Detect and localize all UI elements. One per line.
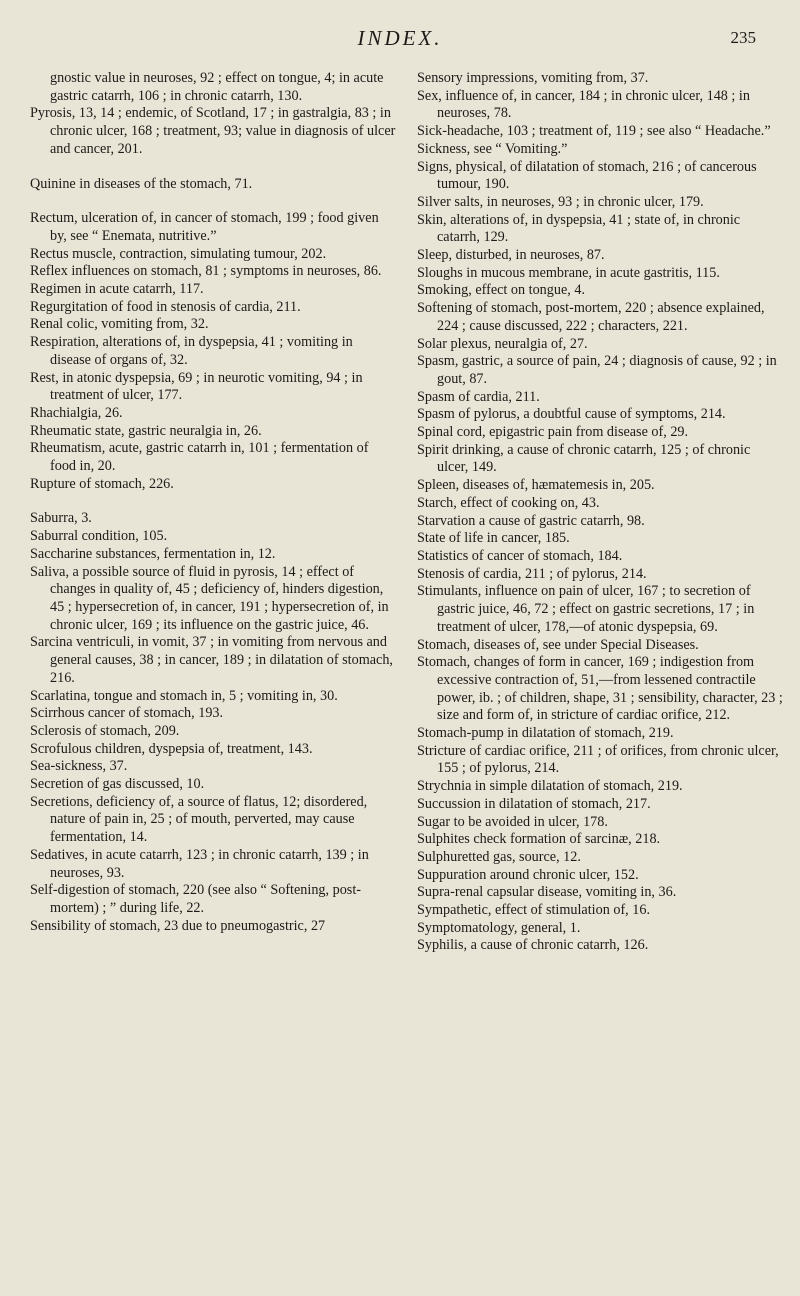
index-entry: Sarcina ventriculi, in vomit, 37 ; in vomiting from nervous and general causes, 38 ; in cancer, 189 ; in dilatation of stomach, 216.: [30, 634, 393, 686]
index-entry: Sedatives, in acute catarrh, 123 ; in chronic catarrh, 139 ; in neuroses, 93.: [30, 846, 369, 881]
index-entry: gnostic value in neuroses, 92 ; effect on tongue, 4; in acute gastric catarrh, 106 ; in chronic catarrh, 130.: [50, 70, 384, 104]
index-entry: Smoking, effect on tongue, 4.: [417, 282, 585, 299]
index-entry: Scrofulous children, dyspepsia of, treatment, 143.: [30, 740, 313, 757]
index-entry: Rectus muscle, contraction, simulating tumour, 202.: [30, 245, 327, 262]
index-entry: Supra-renal capsular disease, vomiting in, 36.: [417, 884, 677, 901]
page-number: 235: [730, 28, 756, 47]
index-entry: Sensory impressions, vomiting from, 37.: [417, 70, 649, 86]
index-entry: Starvation a cause of gastric catarrh, 98.: [417, 512, 645, 529]
index-entry: Skin, alterations of, in dyspepsia, 41 ; state of, in chronic catarrh, 129.: [417, 211, 741, 246]
index-entry: Sea-sickness, 37.: [30, 758, 128, 775]
index-entry: Stenosis of cardia, 211 ; of pylorus, 214.: [417, 565, 647, 582]
index-entry: Statistics of cancer of stomach, 184.: [417, 547, 623, 564]
index-entry: Spasm, gastric, a source of pain, 24 ; diagnosis of cause, 92 ; in gout, 87.: [417, 353, 777, 387]
index-entry: Sleep, disturbed, in neuroses, 87.: [417, 247, 605, 264]
index-entry: Sickness, see “ Vomiting.”: [417, 140, 568, 157]
index-entry: Spasm of cardia, 211.: [417, 388, 540, 405]
index-entry: Spleen, diseases of, hæmatemesis in, 205.: [417, 477, 655, 494]
running-title: INDEX.: [357, 26, 443, 50]
index-entry: Secretions, deficiency of, a source of flatus, 12; disordered, nature of pain in, 25 ; of mouth, perverted, may cause fermentation, 14.: [30, 793, 368, 846]
index-entry: Rhachialgia, 26.: [30, 404, 123, 421]
index-entry: Sugar to be avoided in ulcer, 178.: [417, 813, 608, 830]
index-entry: Sulphuretted gas, source, 12.: [417, 848, 581, 865]
index-entry: Sulphites check formation of sarcinæ, 218.: [417, 831, 661, 848]
index-entry: Regimen in acute catarrh, 117.: [30, 281, 204, 298]
index-entry: Regurgitation of food in stenosis of cardia, 211.: [30, 298, 301, 315]
index-entry: Softening of stomach, post-mortem, 220 ; absence explained, 224 ; cause discussed, 222 ; characters, 221.: [417, 300, 765, 334]
index-entry: Scarlatina, tongue and stomach in, 5 ; vomiting in, 30.: [30, 687, 338, 704]
index-entry: Sick-headache, 103 ; treatment of, 119 ; see also “ Headache.”: [417, 123, 771, 140]
index-entry: Solar plexus, neuralgia of, 27.: [417, 335, 588, 352]
index-entry: Stomach, changes of form in cancer, 169 ; indigestion from excessive contraction of, 51,—from lessened contractile power, ib. ; of children, shape, 31 ; sensibility, character, 23 ; size and form of, in stricture of cardiac orifice, 212.: [417, 654, 783, 724]
index-entry: Sympathetic, effect of stimulation of, 16.: [417, 902, 650, 919]
index-entry: Sloughs in mucous membrane, in acute gastritis, 115.: [417, 264, 720, 281]
index-column-right: [417, 70, 785, 955]
index-entry: Saliva, a possible source of fluid in pyrosis, 14 ; effect of changes in quality of, 45 ; deficiency of, hinders digestion, 45 ; hypersecretion of, in cancer, 191 ; hypersecretion of, in chronic ulcer, 169 ; its influence on the gastric juice, 46.: [30, 563, 389, 633]
index-entry: Saccharine substances, fermentation in, 12.: [30, 545, 276, 562]
index-entry: Sex, influence of, in cancer, 184 ; in chronic ulcer, 148 ; in neuroses, 78.: [417, 87, 750, 122]
index-entry: Spirit drinking, a cause of chronic catarrh, 125 ; of chronic ulcer, 149.: [417, 441, 751, 476]
index-entry: State of life in cancer, 185.: [417, 530, 570, 547]
index-entry: Quinine in diseases of the stomach, 71.: [30, 175, 253, 192]
index-entry: Rheumatic state, gastric neuralgia in, 26.: [30, 422, 262, 439]
index-entry: Silver salts, in neuroses, 93 ; in chronic ulcer, 179.: [417, 193, 704, 210]
index-entry: Saburra, 3.: [30, 510, 92, 527]
index-entry: Renal colic, vomiting from, 32.: [30, 316, 209, 333]
index-column-left: [30, 70, 396, 935]
index-entry: Stricture of cardiac orifice, 211 ; of orifices, from chronic ulcer, 155 ; of pylorus, 214.: [417, 742, 779, 777]
index-entry: Starch, effect of cooking on, 43.: [417, 494, 600, 511]
index-entry: Pyrosis, 13, 14 ; endemic, of Scotland, 17 ; in gastralgia, 83 ; in chronic ulcer, 168 ; treatment, 93; value in diagnosis of ulcer and cancer, 201.: [30, 105, 396, 157]
index-entry: Symptomatology, general, 1.: [417, 919, 581, 936]
index-entry: Sensibility of stomach, 23 due to pneumogastric, 27: [30, 917, 326, 934]
index-entry: Scirrhous cancer of stomach, 193.: [30, 705, 224, 722]
index-entry: Saburral condition, 105.: [30, 528, 168, 545]
index-entry: Secretion of gas discussed, 10.: [30, 776, 205, 793]
index-entry: Syphilis, a cause of chronic catarrh, 126.: [417, 937, 649, 954]
index-entry: Succussion in dilatation of stomach, 217.: [417, 795, 651, 812]
index-entry: Stomach-pump in dilatation of stomach, 219.: [417, 725, 674, 742]
index-entry: Spasm of pylorus, a doubtful cause of symptoms, 214.: [417, 406, 726, 423]
page-header: [0, 26, 800, 66]
index-entry: Reflex influences on stomach, 81 ; symptoms in neuroses, 86.: [30, 263, 382, 280]
index-entry: Respiration, alterations of, in dyspepsia, 41 ; vomiting in disease of organs of, 32.: [30, 334, 353, 368]
index-entry: Stomach, diseases of, see under Special Diseases.: [417, 636, 699, 653]
index-entry: Spinal cord, epigastric pain from disease of, 29.: [417, 424, 689, 441]
index-entry: Rectum, ulceration of, in cancer of stomach, 199 ; food given by, see “ Enemata, nutritive.”: [30, 210, 379, 244]
index-entry: Sclerosis of stomach, 209.: [30, 722, 180, 739]
index-entry: Rupture of stomach, 226.: [30, 475, 174, 492]
index-entry: Suppuration around chronic ulcer, 152.: [417, 866, 639, 883]
index-entry: Self-digestion of stomach, 220 (see also “ Softening, post-mortem) ; ” during life, 22.: [30, 882, 361, 916]
index-entry: Stimulants, influence on pain of ulcer, 167 ; to secretion of gastric juice, 46, 72 ; effect on gastric secretions, 17 ; in treatment of ulcer, 178,—of atonic dyspepsia, 69.: [417, 583, 755, 635]
index-entry: Rheumatism, acute, gastric catarrh in, 101 ; fermentation of food in, 20.: [30, 440, 369, 475]
index-entry: Signs, physical, of dilatation of stomach, 216 ; of cancerous tumour, 190.: [417, 158, 757, 193]
index-entry: Strychnia in simple dilatation of stomach, 219.: [417, 778, 683, 795]
index-entry: Rest, in atonic dyspepsia, 69 ; in neurotic vomiting, 94 ; in treatment of ulcer, 177.: [30, 369, 363, 404]
